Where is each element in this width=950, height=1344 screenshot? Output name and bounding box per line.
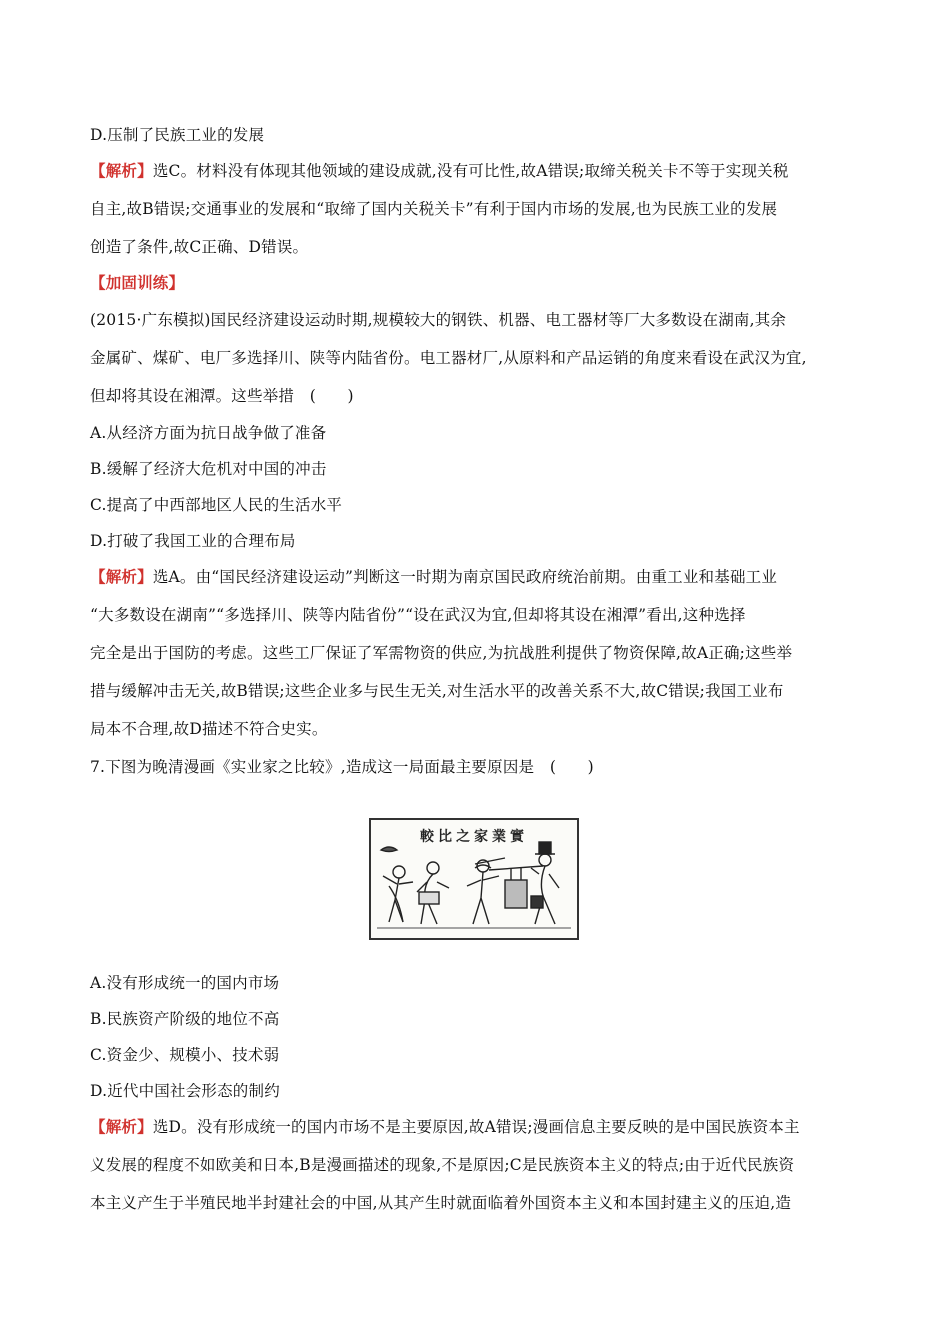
- option-b: B.缓解了经济大危机对中国的冲击: [90, 460, 327, 478]
- analysis-3-line-2: 义发展的程度不如欧美和日本,B是漫画描述的现象,不是原因;C是民族资本主义的特点;由于近代民族资: [90, 1156, 795, 1174]
- question-6-line-1: (2015·广东模拟)国民经济建设运动时期,规模较大的钢铁、机器、电工器材等厂大多数设在湖南,其余: [90, 311, 787, 329]
- question-7: 7.下图为晚清漫画《实业家之比较》,造成这一局面最主要原因是 ( ): [90, 758, 594, 776]
- option-b-q7: B.民族资产阶级的地位不高: [90, 1010, 280, 1028]
- analysis-1-line-2: 自主,故B错误;交通事业的发展和“取缔了国内关税关卡”有利于国内市场的发展,也为民族工业的发展: [90, 200, 778, 218]
- analysis-3-line-3: 本主义产生于半殖民地半封建社会的中国,从其产生时就面临着外国资本主义和本国封建主义的压迫,造: [90, 1194, 792, 1212]
- analysis-1-line-3: 创造了条件,故C正确、D错误。: [90, 238, 309, 256]
- option-d: D.打破了我国工业的合理布局: [90, 532, 296, 550]
- cartoon-illustration: [371, 820, 577, 938]
- reinforcement-heading: 【加固训练】: [90, 273, 185, 292]
- analysis-2-line-4: 措与缓解冲击无关,故B错误;这些企业多与民生无关,对生活水平的改善关系不大,故C错误;我国工业布: [90, 682, 784, 700]
- analysis-tag: 【解析】: [90, 161, 153, 180]
- option-c: C.提高了中西部地区人民的生活水平: [90, 496, 343, 514]
- analysis-2-line-2: “大多数设在湖南”“多选择川、陕等内陆省份”“设在武汉为宜,但却将其设在湘潭”看出,这种选择: [90, 606, 746, 624]
- option-c-q7: C.资金少、规模小、技术弱: [90, 1046, 280, 1064]
- cartoon-title: 較比之家業實: [420, 829, 528, 845]
- analysis-2-line-3: 完全是出于国防的考虑。这些工厂保证了军需物资的供应,为抗战胜利提供了物资保障,故A正确;这些举: [90, 644, 793, 662]
- analysis-tag: 【解析】: [90, 1117, 153, 1136]
- option-d-prev: D.压制了民族工业的发展: [90, 126, 265, 144]
- option-a-q7: A.没有形成统一的国内市场: [90, 974, 280, 992]
- option-d-q7: D.近代中国社会形态的制约: [90, 1082, 280, 1100]
- question-6-line-2: 金属矿、煤矿、电厂多选择川、陕等内陆省份。电工器材厂,从原料和产品运销的角度来看设在武汉为宜,: [90, 349, 807, 367]
- option-a: A.从经济方面为抗日战争做了准备: [90, 424, 327, 442]
- question-6-line-3: 但却将其设在湘潭。这些举措 ( ): [90, 387, 354, 405]
- analysis-1-line-1: 【解析】选C。材料没有体现其他领域的建设成就,没有可比性,故A错误;取缔关税关卡不等于实现关税: [90, 161, 789, 180]
- cartoon-figure: [369, 818, 579, 940]
- analysis-2-line-5: 局本不合理,故D描述不符合史实。: [90, 720, 328, 738]
- analysis-2-line-1: 【解析】选A。由“国民经济建设运动”判断这一时期为南京国民政府统治前期。由重工业和基础工业: [90, 567, 778, 586]
- analysis-3-line-1: 【解析】选D。没有形成统一的国内市场不是主要原因,故A错误;漫画信息主要反映的是中国民族资本主: [90, 1117, 800, 1136]
- analysis-tag: 【解析】: [90, 567, 153, 586]
